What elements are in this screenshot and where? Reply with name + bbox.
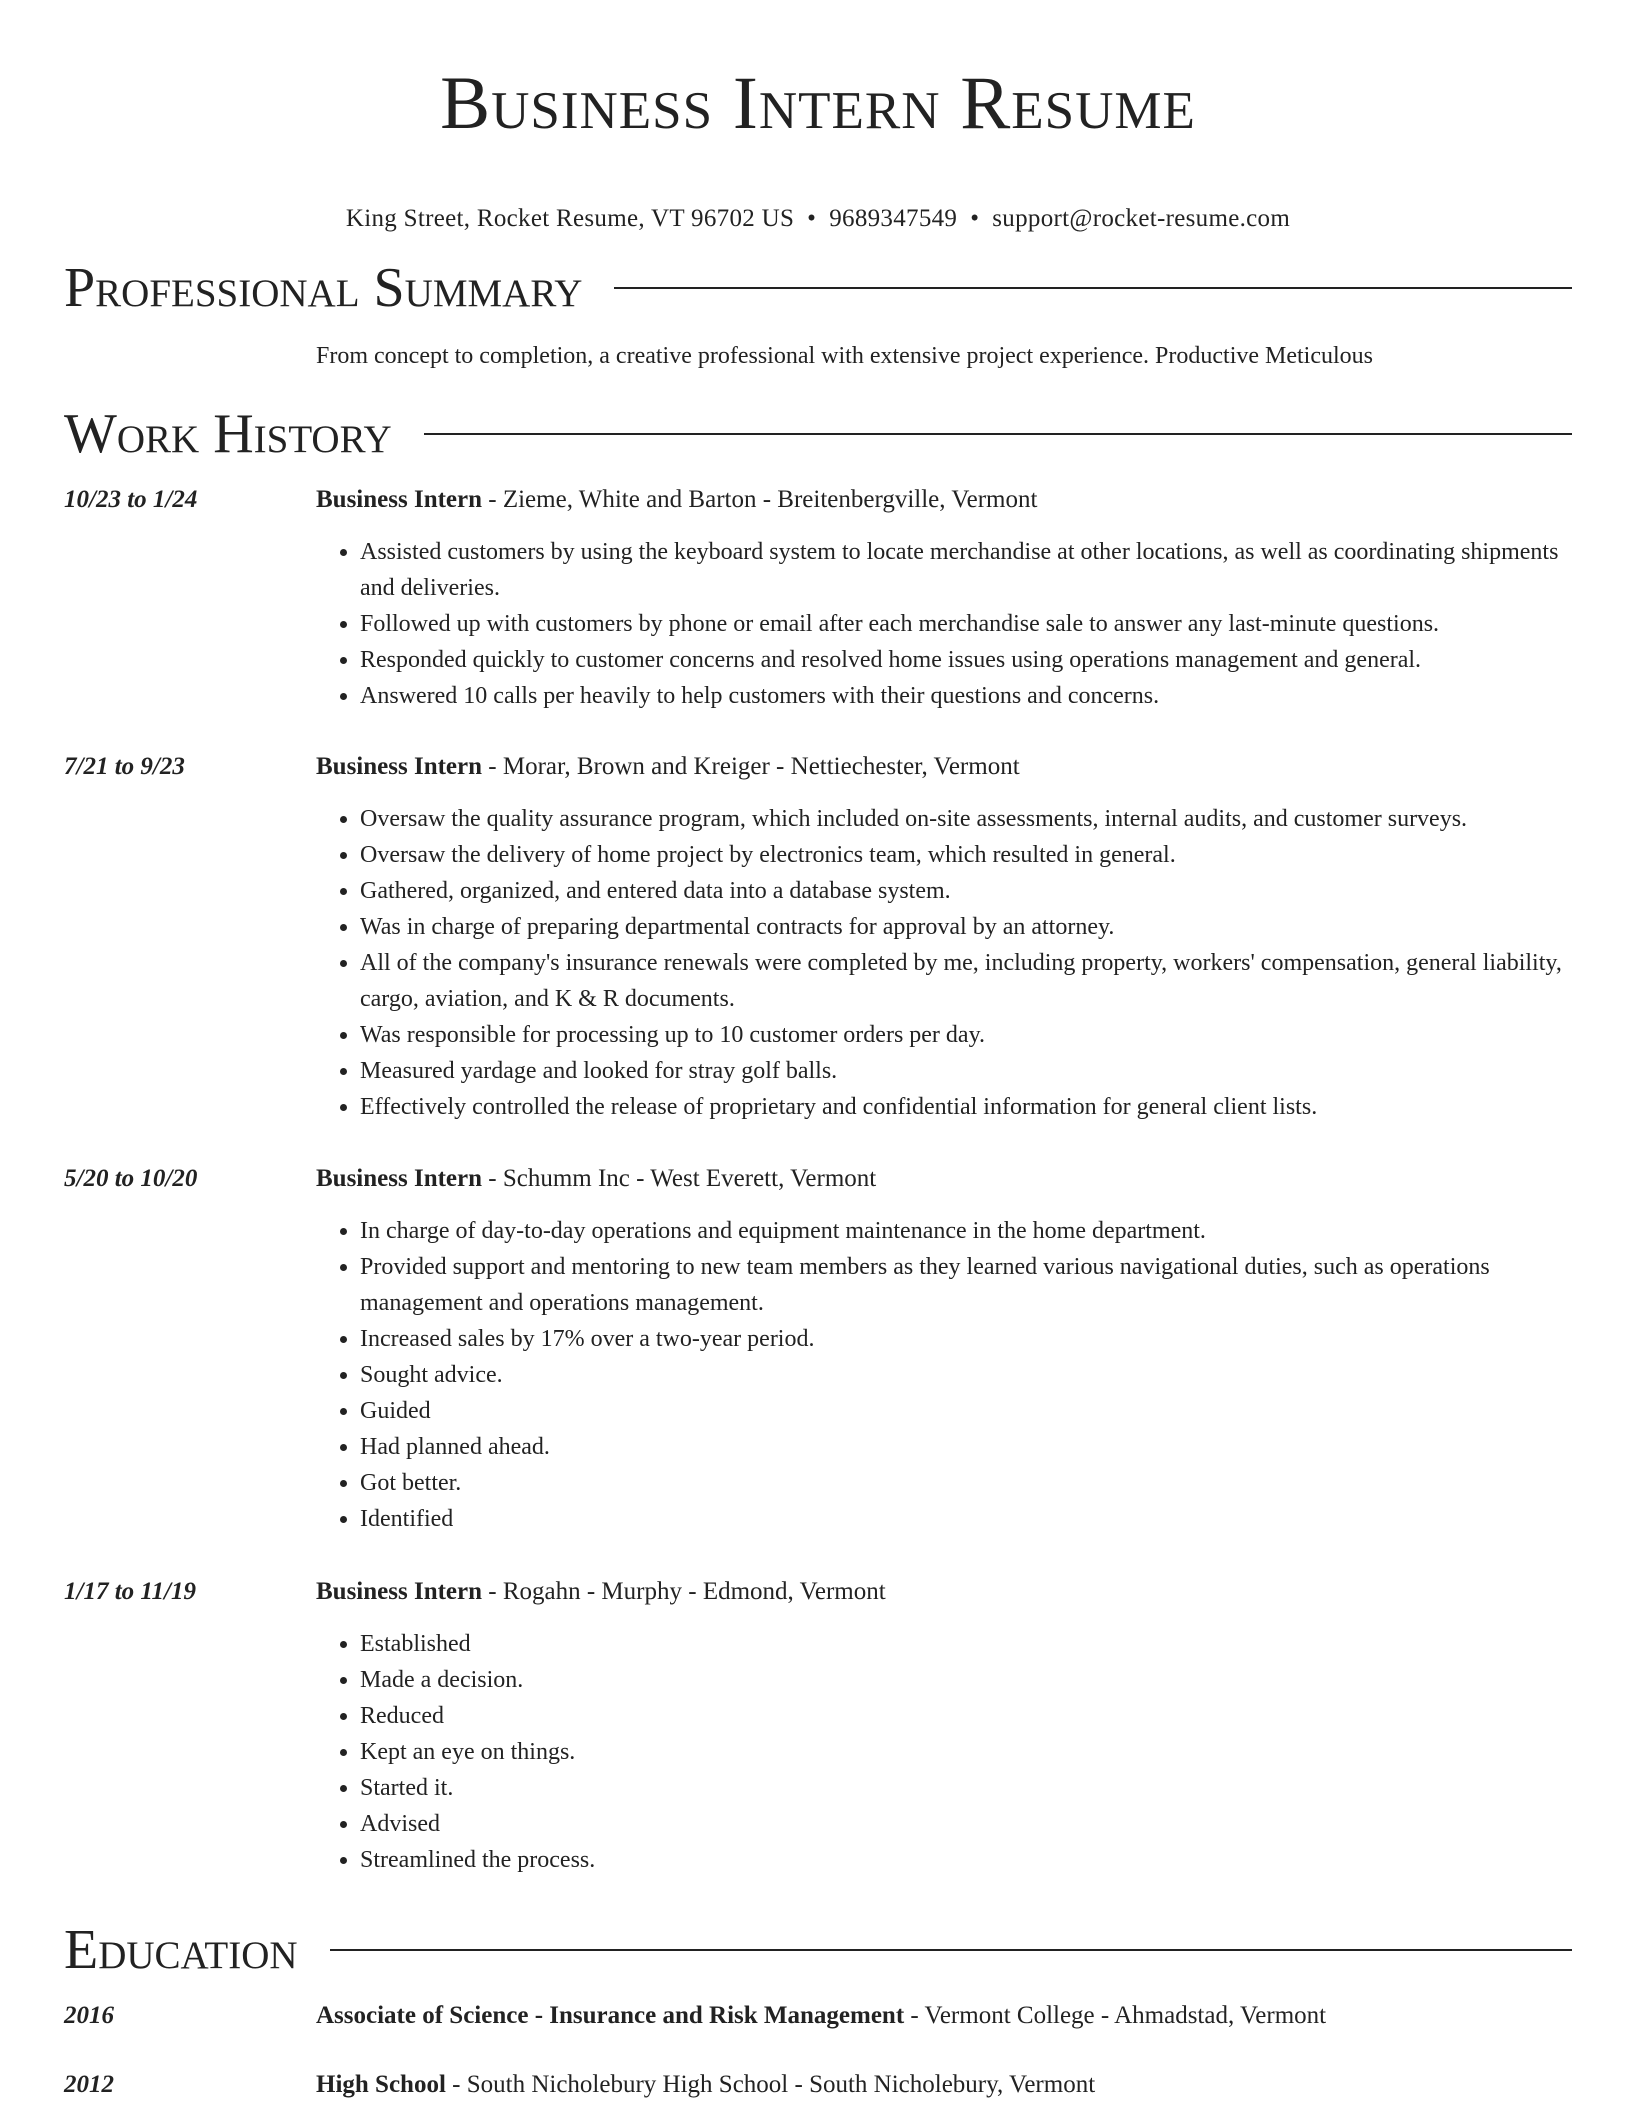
job-bullet: • Assisted customers by using the keyboard system to locate merchandise at other locations, as well as coordinating shipments and deliveries. xyxy=(360,534,1572,606)
education-heading xyxy=(316,1999,1572,2033)
job-bullet: • Responded quickly to customer concerns and resolved home issues using operations management and general. xyxy=(360,642,1572,678)
summary-section-header xyxy=(64,258,1572,318)
job-dates: 7/21 to 9/23 xyxy=(64,753,185,780)
education-degree: Associate of Science - Insurance and Risk Management xyxy=(316,2002,905,2029)
job-details: - Zieme, White and Barton - Breitenbergville, Vermont xyxy=(482,486,1038,513)
job-bullet: • Measured yardage and looked for stray golf balls. xyxy=(360,1053,1572,1089)
job-details: - Rogahn - Murphy - Edmond, Vermont xyxy=(482,1578,886,1605)
job-bullet: • Provided support and mentoring to new team members as they learned various navigational duties, such as operations management and operations management. xyxy=(360,1249,1572,1321)
job-bullet: • Effectively controlled the release of proprietary and confidential information for general client lists. xyxy=(360,1089,1572,1125)
job-role: Business Intern xyxy=(316,486,483,513)
education-year: 2016 xyxy=(64,2002,114,2029)
job-bullet: • Had planned ahead. xyxy=(360,1429,1572,1465)
job-dates: 5/20 to 10/20 xyxy=(64,1165,198,1192)
job-heading xyxy=(316,750,1572,784)
contact-email: support@rocket-resume.com xyxy=(992,205,1291,232)
education-section-title: Education xyxy=(64,1919,298,1981)
job-bullet: • Identified xyxy=(360,1501,1572,1537)
summary-text: From concept to completion, a creative professional with extensive project experience. Productive Meticulous xyxy=(316,343,1373,369)
job-bullet: • Streamlined the process. xyxy=(360,1842,1572,1878)
contact-phone: 9689347549 xyxy=(829,205,958,232)
work-section-title: Work History xyxy=(64,403,392,465)
job-bullet: • Made a decision. xyxy=(360,1662,1572,1698)
resume-page xyxy=(64,0,1572,2098)
job-bullet: • Started it. xyxy=(360,1770,1572,1806)
job-role: Business Intern xyxy=(316,1578,483,1605)
job-bullet: • Advised xyxy=(360,1806,1572,1842)
contact-address: King Street, Rocket Resume, VT 96702 US xyxy=(345,205,795,232)
contact-separator: • xyxy=(807,205,817,232)
contact-separator: • xyxy=(970,205,980,232)
job-role: Business Intern xyxy=(316,1165,483,1192)
job-dates: 1/17 to 11/19 xyxy=(64,1578,196,1605)
education-details: - South Nicholebury High School - South Nicholebury, Vermont xyxy=(445,2071,1096,2098)
job-role: Business Intern xyxy=(316,753,483,780)
section-divider xyxy=(424,433,1572,435)
job-bullet: • Followed up with customers by phone or email after each merchandise sale to answer any last-minute questions. xyxy=(360,606,1572,642)
job-bullet: • Answered 10 calls per heavily to help customers with their questions and concerns. xyxy=(360,678,1572,714)
job-bullet: • Was responsible for processing up to 10 customer orders per day. xyxy=(360,1017,1572,1053)
section-divider xyxy=(614,287,1572,289)
education-degree: High School xyxy=(316,2071,446,2098)
job-bullet: • Increased sales by 17% over a two-year period. xyxy=(360,1321,1572,1357)
summary-section-title: Professional Summary xyxy=(64,257,583,319)
job-bullet: • In charge of day-to-day operations and equipment maintenance in the home department. xyxy=(360,1213,1572,1249)
job-bullets xyxy=(316,801,1572,1125)
job-bullet: • Oversaw the delivery of home project by electronics team, which resulted in general. xyxy=(360,837,1572,873)
job-bullet: • Guided xyxy=(360,1393,1572,1429)
education-section-header xyxy=(64,1920,1572,1980)
section-divider xyxy=(330,1949,1572,1951)
job-bullet: • Got better. xyxy=(360,1465,1572,1501)
job-bullet: • Sought advice. xyxy=(360,1357,1572,1393)
job-bullet: • Kept an eye on things. xyxy=(360,1734,1572,1770)
contact-line xyxy=(64,204,1572,234)
job-details: - Morar, Brown and Kreiger - Nettiechester, Vermont xyxy=(482,753,1020,780)
education-heading xyxy=(316,2068,1572,2102)
job-details: - Schumm Inc - West Everett, Vermont xyxy=(482,1165,877,1192)
job-heading xyxy=(316,483,1572,517)
resume-title: Business Intern Resume xyxy=(440,62,1196,145)
job-bullet: • Established xyxy=(360,1626,1572,1662)
job-bullets xyxy=(316,534,1572,714)
job-bullets xyxy=(316,1626,1572,1878)
job-dates: 10/23 to 1/24 xyxy=(64,486,198,513)
job-bullet: • Oversaw the quality assurance program, which included on-site assessments, internal audits, and customer surveys. xyxy=(360,801,1572,837)
job-bullet: • Reduced xyxy=(360,1698,1572,1734)
education-year: 2012 xyxy=(64,2071,114,2098)
job-bullets xyxy=(316,1213,1572,1537)
education-details: - Vermont College - Ahmadstad, Vermont xyxy=(904,2002,1327,2029)
work-section-header xyxy=(64,404,1572,464)
job-heading xyxy=(316,1575,1572,1609)
job-bullet: • Gathered, organized, and entered data into a database system. xyxy=(360,873,1572,909)
job-bullet: • All of the company's insurance renewals were completed by me, including property, workers' compensation, general liability, cargo, aviation, and K & R documents. xyxy=(360,945,1572,1017)
job-bullet: • Was in charge of preparing departmental contracts for approval by an attorney. xyxy=(360,909,1572,945)
job-heading xyxy=(316,1162,1572,1196)
